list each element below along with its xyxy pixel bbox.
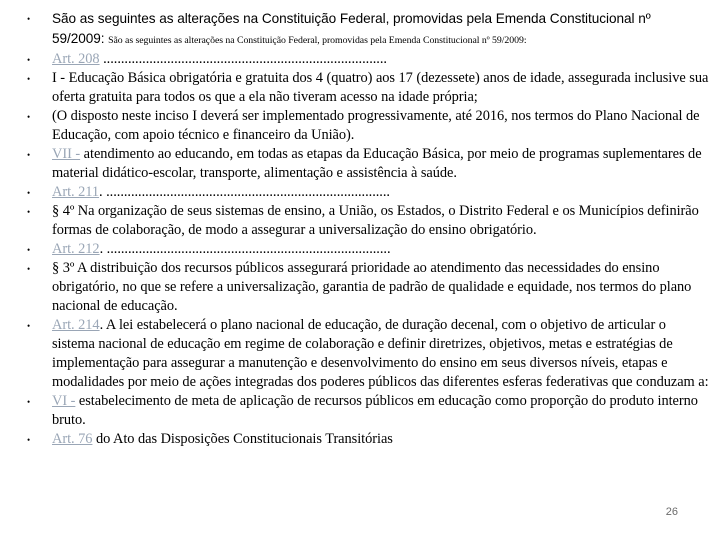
list-item-inciso-i xyxy=(22,69,712,107)
list-item-art211 xyxy=(22,183,712,202)
bullet-icon: • xyxy=(27,207,31,217)
list-item-art214 xyxy=(22,316,712,392)
bullet-icon: • xyxy=(27,188,31,198)
item-text: I - Educação Básica obrigatória e gratuita dos 4 (quatro) aos 17 (dezessete) anos de idade, assegurada inclusive sua oferta gratuita para todos os que a ela não tiveram acesso na idade própria; xyxy=(52,70,709,105)
list-item-vii xyxy=(22,145,712,183)
list-item-art208 xyxy=(22,50,712,69)
bullet-icon: • xyxy=(27,264,31,274)
bullet-icon: • xyxy=(27,55,31,65)
bullet-icon: • xyxy=(27,245,31,255)
item-text: . ................................................................................ xyxy=(99,184,390,200)
item-text: (O disposto neste inciso I deverá ser implementado progressivamente, até 2016, nos termos do Plano Nacional de Educação, com apoio técnico e financeiro da União). xyxy=(52,108,700,143)
bullet-icon: • xyxy=(27,150,31,160)
intro-small-text: São as seguintes as alterações na Constituição Federal, promovidas pela Emenda Constitucional nº 59/2009: xyxy=(108,35,527,46)
item-text: atendimento ao educando, em todas as etapas da Educação Básica, por meio de programas suplementares de material didático-escolar, transporte, alimentação e assistência à saúde. xyxy=(52,146,702,181)
bullet-icon: • xyxy=(27,112,31,122)
bullet-icon: • xyxy=(27,74,31,84)
item-text: do Ato das Disposições Constitucionais Transitórias xyxy=(92,431,393,447)
link-vii[interactable]: VII - xyxy=(52,146,81,162)
item-text: ................................................................................ xyxy=(99,51,387,67)
item-text: § 3º A distribuição dos recursos públicos assegurará prioridade ao atendimento das necessidades do ensino obrigatório, no que se refere a universalização, garantia de padrão de qualidade e equidade, nos termos do plano nacional de educação. xyxy=(52,260,692,314)
intro-text-end: 59/2009: xyxy=(52,31,105,46)
list-item-art76 xyxy=(22,430,712,449)
item-text: . A lei estabelecerá o plano nacional de educação, de duração decenal, com o objetivo de articular o sistema nacional de educação em regime de colaboração e definir diretrizes, objetivos, metas e estratégias de implementação para assegurar a manutenção e desenvolvimento do ensino em seus diversos níveis, etapas e modalidades por meio de ações integradas dos poderes públicos das diferentes esferas federativas que conduzam a: xyxy=(52,317,709,390)
bullet-icon: • xyxy=(27,435,31,445)
item-text: . ................................................................................ xyxy=(99,241,391,257)
list-item-note xyxy=(22,107,712,145)
bullet-icon: • xyxy=(27,321,31,331)
item-text: § 4º Na organização de seus sistemas de ensino, a União, os Estados, o Distrito Federal e os Municípios definirão formas de colaboração, de modo a assegurar a universalização do ensino obrigatório. xyxy=(52,203,699,238)
list-item-par3 xyxy=(22,259,712,316)
list-item-intro xyxy=(22,9,712,50)
list-item-vi xyxy=(22,392,712,430)
bullet-icon: • xyxy=(27,14,31,24)
link-art-212[interactable]: Art. 212 xyxy=(52,241,100,257)
list-item-par4 xyxy=(22,202,712,240)
page-number: 26 xyxy=(665,506,678,518)
intro-text: São as seguintes as alterações na Constituição Federal, promovidas pela Emenda Constitucional nº xyxy=(52,11,651,26)
bullet-list xyxy=(22,9,712,449)
bullet-icon: • xyxy=(27,397,31,407)
list-item-art212 xyxy=(22,240,712,259)
link-art-76[interactable]: Art. 76 xyxy=(52,431,93,447)
link-art-208[interactable]: Art. 208 xyxy=(52,51,100,67)
item-text: estabelecimento de meta de aplicação de recursos públicos em educação como proporção do produto interno bruto. xyxy=(52,393,698,428)
link-vi[interactable]: VI - xyxy=(52,393,76,409)
link-art-214[interactable]: Art. 214 xyxy=(52,317,100,333)
link-art-211[interactable]: Art. 211 xyxy=(52,184,100,200)
